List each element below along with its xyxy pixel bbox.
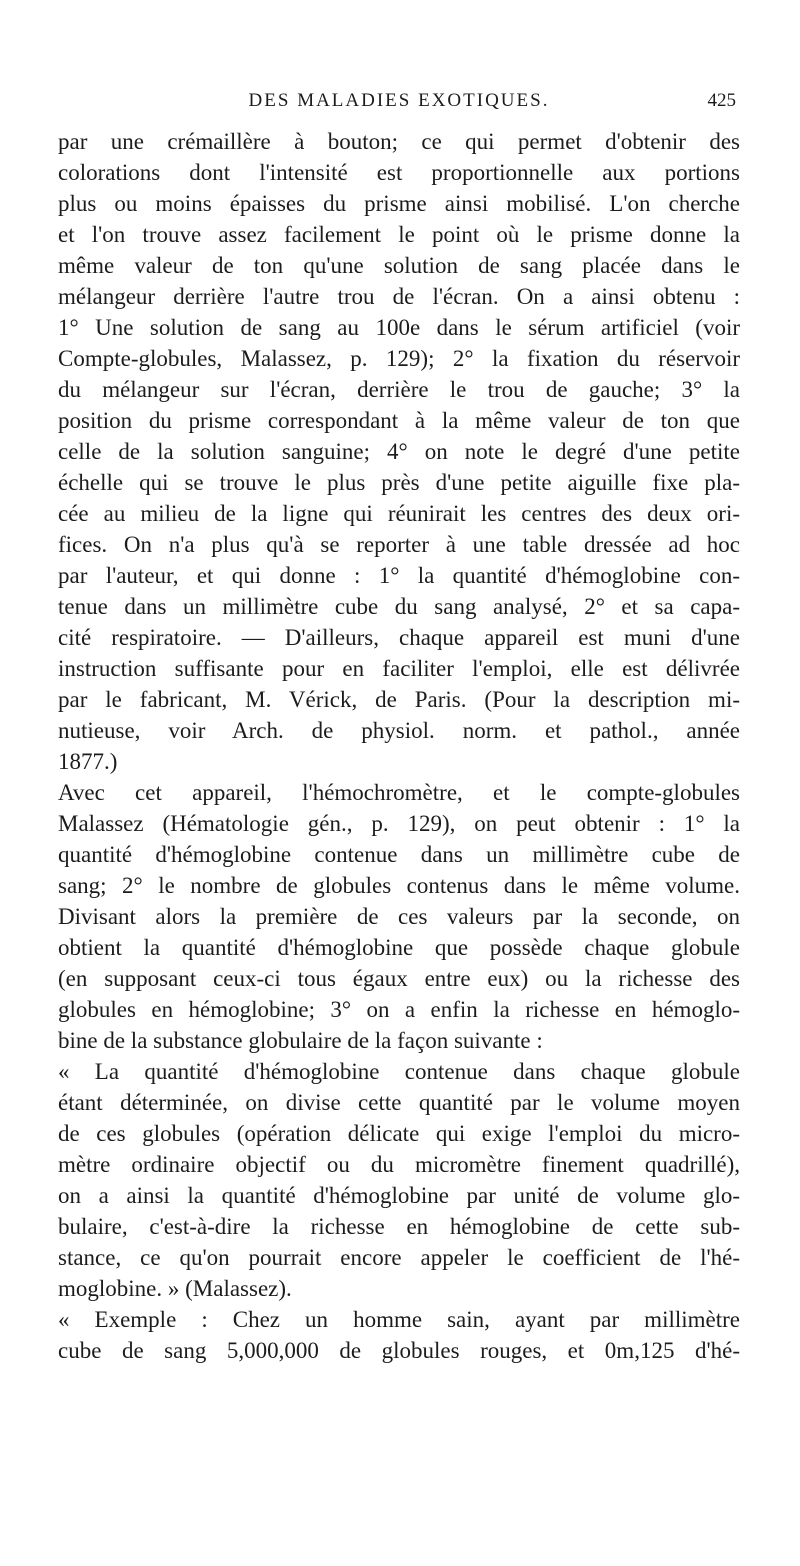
paragraph bbox=[58, 777, 740, 1056]
text-line: colorations dont l'intensité est proportionnelle aux portions bbox=[58, 160, 740, 185]
text-line: fices. On n'a plus qu'à se reporter à une table dressée ad hoc bbox=[58, 532, 740, 557]
text-line: cube de sang 5,000,000 de globules rouges, et 0m,125 d'hé- bbox=[58, 1338, 740, 1363]
text-line: « Exemple : Chez un homme sain, ayant par millimètre bbox=[58, 1307, 740, 1332]
text-line: bine de la substance globulaire de la façon suivante : bbox=[58, 1028, 543, 1053]
text-line: bulaire, c'est-à-dire la richesse en hémoglobine de cette sub- bbox=[58, 1214, 740, 1239]
text-line: mètre ordinaire objectif ou du micromètre finement quadrillé), bbox=[58, 1152, 740, 1177]
text-line: celle de la solution sanguine; 4° on note le degré d'une petite bbox=[58, 439, 740, 464]
text-line: par l'auteur, et qui donne : 1° la quantité d'hémoglobine con- bbox=[58, 563, 740, 588]
text-line: Malassez (Hématologie gén., p. 129), on peut obtenir : 1° la bbox=[58, 811, 740, 836]
text-line: Compte-globules, Malassez, p. 129); 2° la fixation du réservoir bbox=[58, 346, 740, 371]
text-line: 1877.) bbox=[58, 749, 118, 774]
text-line: plus ou moins épaisses du prisme ainsi mobilisé. L'on cherche bbox=[58, 191, 740, 216]
text-line: étant déterminée, on divise cette quantité par le volume moyen bbox=[58, 1090, 740, 1115]
text-line: globules en hémoglobine; 3° on a enfin la richesse en hémoglo- bbox=[58, 997, 740, 1022]
text-line: quantité d'hémoglobine contenue dans un millimètre cube de bbox=[58, 842, 740, 867]
text-line: et l'on trouve assez facilement le point où le prisme donne la bbox=[58, 222, 740, 247]
book-page bbox=[0, 90, 800, 1566]
text-line: par une crémaillère à bouton; ce qui permet d'obtenir des bbox=[58, 129, 740, 154]
text-line: cée au milieu de la ligne qui réunirait les centres des deux ori- bbox=[58, 501, 740, 526]
text-line: nutieuse, voir Arch. de physiol. norm. et pathol., année bbox=[58, 718, 740, 743]
text-line: même valeur de ton qu'une solution de sang placée dans le bbox=[58, 253, 740, 278]
paragraph bbox=[58, 1056, 740, 1304]
text-line: (en supposant ceux-ci tous égaux entre eux) ou la richesse des bbox=[58, 966, 740, 991]
text-line: sang; 2° le nombre de globules contenus dans le même volume. bbox=[58, 873, 740, 898]
text-line: Divisant alors la première de ces valeurs par la seconde, on bbox=[58, 904, 740, 929]
paragraph bbox=[58, 1304, 740, 1366]
text-line: du mélangeur sur l'écran, derrière le trou de gauche; 3° la bbox=[58, 377, 740, 402]
text-line: « La quantité d'hémoglobine contenue dans chaque globule bbox=[58, 1059, 740, 1084]
text-line: 1° Une solution de sang au 100e dans le sérum artificiel (voir bbox=[58, 315, 740, 340]
running-head bbox=[58, 90, 740, 126]
text-line: cité respiratoire. — D'ailleurs, chaque appareil est muni d'une bbox=[58, 625, 740, 650]
running-title: DES MALADIES EXOTIQUES. bbox=[248, 90, 550, 111]
text-line: instruction suffisante pour en faciliter l'emploi, elle est délivrée bbox=[58, 656, 740, 681]
body-text bbox=[58, 126, 740, 1366]
text-line: Avec cet appareil, l'hémochromètre, et le compte-globules bbox=[58, 780, 740, 805]
text-line: mélangeur derrière l'autre trou de l'écran. On a ainsi obtenu : bbox=[58, 284, 740, 309]
text-line: tenue dans un millimètre cube du sang analysé, 2° et sa capa- bbox=[58, 594, 740, 619]
text-line: obtient la quantité d'hémoglobine que possède chaque globule bbox=[58, 935, 740, 960]
text-line: position du prisme correspondant à la même valeur de ton que bbox=[58, 408, 740, 433]
text-line: par le fabricant, M. Vérick, de Paris. (Pour la description mi- bbox=[58, 687, 740, 712]
page-number: 425 bbox=[707, 90, 736, 111]
text-line: de ces globules (opération délicate qui exige l'emploi du micro- bbox=[58, 1121, 740, 1146]
paragraph bbox=[58, 126, 740, 777]
text-line: moglobine. » (Malassez). bbox=[58, 1276, 292, 1301]
text-line: on a ainsi la quantité d'hémoglobine par unité de volume glo- bbox=[58, 1183, 740, 1208]
text-line: stance, ce qu'on pourrait encore appeler le coefficient de l'hé- bbox=[58, 1245, 740, 1270]
text-line: échelle qui se trouve le plus près d'une petite aiguille fixe pla- bbox=[58, 470, 740, 495]
